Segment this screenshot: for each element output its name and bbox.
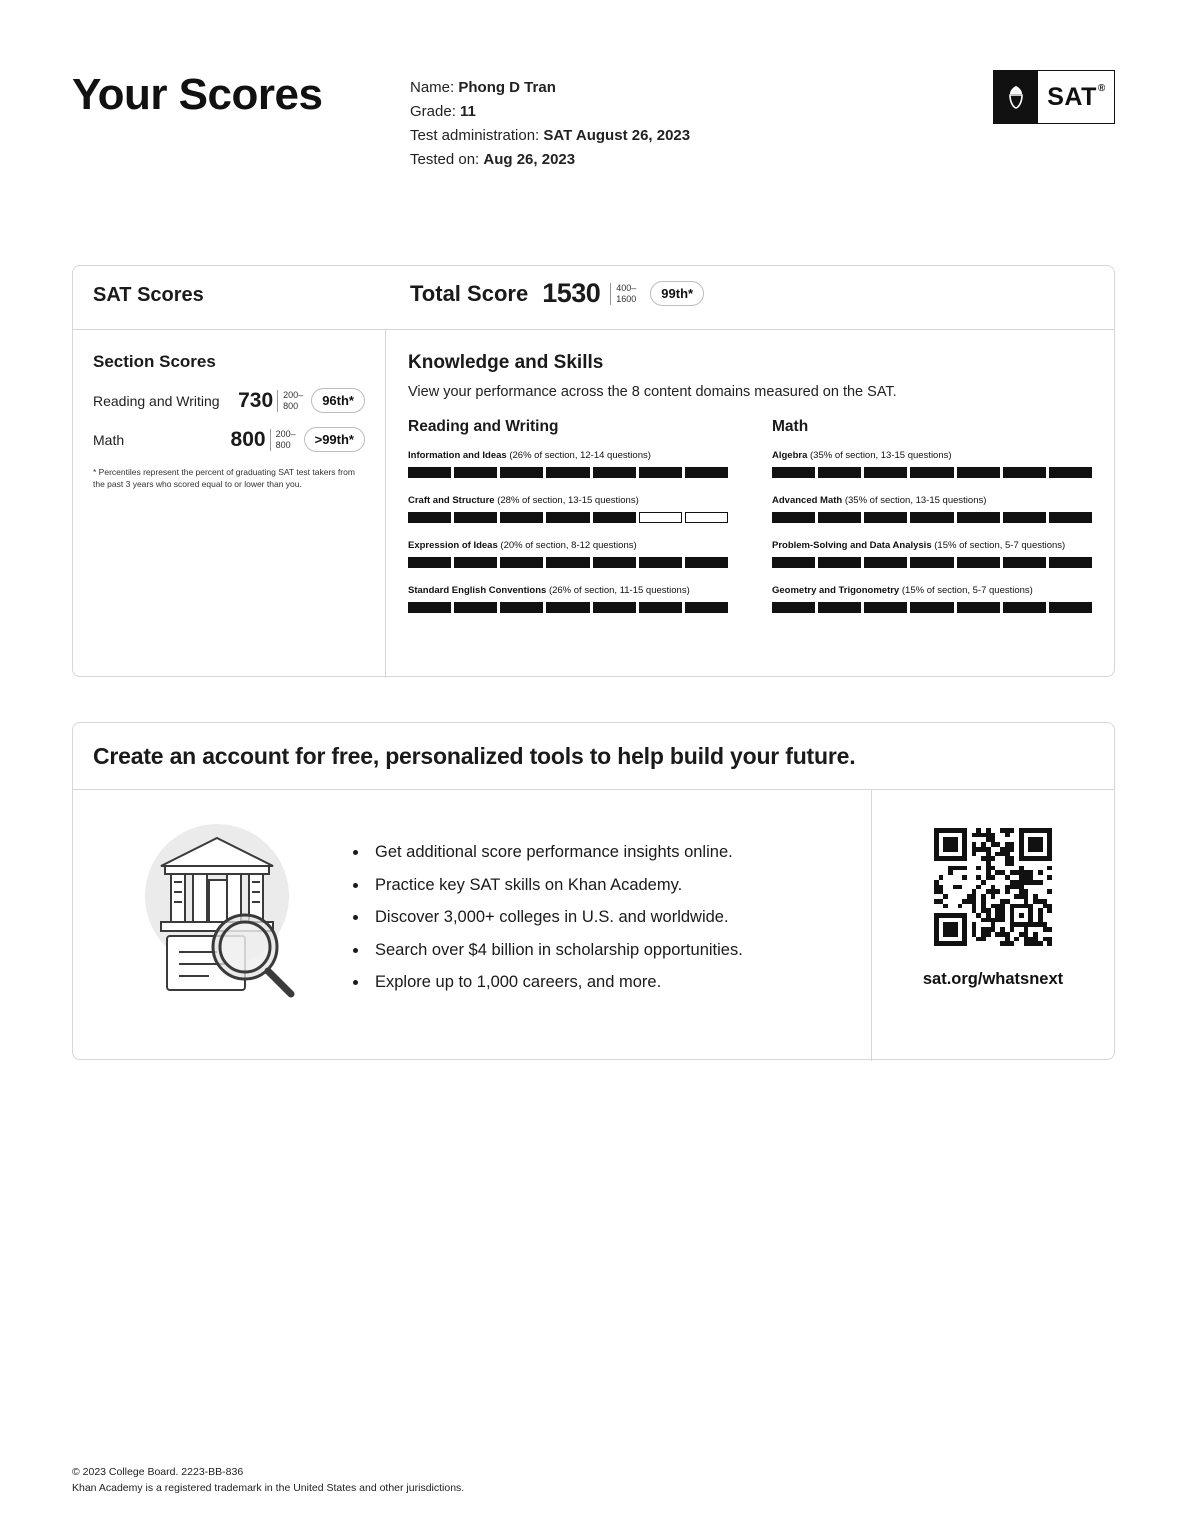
info-row-tested-on <box>410 148 690 172</box>
info-label-name: Name: <box>410 79 455 96</box>
info-value-administration: SAT August 26, 2023 <box>543 127 691 144</box>
domain-meta-problem-solving-and-data-analysis: (15% of section, 5-7 questions) <box>934 540 1066 551</box>
domain-meta-algebra: (35% of section, 13-15 questions) <box>810 450 952 461</box>
section-name-reading-writing: Reading and Writing <box>93 392 220 409</box>
domain-name-craft-and-structure: Craft and Structure <box>408 495 495 506</box>
domain-bar-craft-and-structure <box>408 512 728 523</box>
domain-bar-problem-solving-and-data-analysis <box>772 557 1092 568</box>
domain-columns <box>408 418 1092 630</box>
scores-card-header <box>73 266 1114 330</box>
section-percentile-reading-writing: 96th* <box>311 388 365 413</box>
info-row-name <box>410 76 690 100</box>
knowledge-and-skills-panel <box>386 330 1114 678</box>
domain-column-title-math: Math <box>772 418 809 435</box>
info-label-tested-on: Tested on: <box>410 151 480 168</box>
domain-bar-information-and-ideas <box>408 467 728 478</box>
section-percentile-math: >99th* <box>304 427 365 452</box>
copyright-line: © 2023 College Board. 2223-BB-836 <box>72 1466 244 1478</box>
domain-column-reading-writing <box>408 418 728 630</box>
section-value-reading-writing: 730 <box>238 388 274 412</box>
student-info <box>410 76 690 172</box>
list-item: • Search over $4 billion in scholarship opportunities. <box>369 934 743 967</box>
create-account-heading: Create an account for free, personalized tools to help build your future. <box>93 742 856 769</box>
domain-name-problem-solving-and-data-analysis: Problem-Solving and Data Analysis <box>772 540 932 551</box>
total-score-range: 400– 1600 <box>610 283 636 305</box>
domain-bar-advanced-math <box>772 512 1092 523</box>
section-name-math: Math <box>93 431 125 448</box>
qr-code[interactable] <box>934 828 1052 946</box>
domain-label-expression-of-ideas <box>408 540 728 551</box>
list-item: • Get additional score performance insights online. <box>369 836 743 869</box>
section-range-math: 200– 800 <box>270 429 296 451</box>
info-value-grade: 11 <box>460 103 476 120</box>
domain-name-advanced-math: Advanced Math <box>772 495 843 506</box>
qr-url-label: sat.org/whatsnext <box>922 970 1064 988</box>
domain-name-algebra: Algebra <box>772 450 808 461</box>
domain-meta-standard-english-conventions: (26% of section, 11-15 questions) <box>548 585 690 596</box>
acorn-icon <box>994 71 1038 123</box>
section-range-reading-writing: 200– 800 <box>277 390 303 412</box>
section-score-row-reading-writing <box>93 388 365 413</box>
list-item: • Explore up to 1,000 careers, and more. <box>369 966 743 999</box>
domain-advanced-math <box>772 495 1092 523</box>
domain-algebra <box>772 450 1092 478</box>
campus-search-illustration <box>121 814 321 1004</box>
create-account-body <box>73 790 1114 1061</box>
info-label-grade: Grade: <box>410 103 456 120</box>
list-item: • Discover 3,000+ colleges in U.S. and worldwide. <box>369 901 743 934</box>
sat-scores-label: SAT Scores <box>93 284 204 306</box>
domain-bar-algebra <box>772 467 1092 478</box>
info-row-grade <box>410 100 690 124</box>
domain-meta-information-and-ideas: (26% of section, 12-14 questions) <box>509 450 651 461</box>
sat-scores-card <box>72 265 1115 677</box>
knowledge-heading: Knowledge and Skills <box>408 352 604 373</box>
section-value-math: 800 <box>230 427 266 451</box>
total-score-group <box>410 278 704 309</box>
info-label-administration: Test administration: <box>410 127 540 144</box>
section-score-row-math <box>93 427 365 452</box>
domain-bar-expression-of-ideas <box>408 557 728 568</box>
domain-column-math <box>772 418 1092 630</box>
domain-meta-advanced-math: (35% of section, 13-15 questions) <box>844 495 987 506</box>
domain-craft-and-structure <box>408 495 728 523</box>
domain-label-standard-english-conventions <box>408 585 728 596</box>
list-item: • Practice key SAT skills on Khan Academy. <box>369 869 743 902</box>
section-scores-panel <box>73 330 386 678</box>
scores-card-body <box>73 330 1114 678</box>
create-account-left <box>73 790 871 1061</box>
domain-standard-english-conventions <box>408 585 728 613</box>
domain-name-standard-english-conventions: Standard English Conventions <box>408 585 547 596</box>
domain-bar-standard-english-conventions <box>408 602 728 613</box>
percentile-footnote: * Percentiles represent the percent of graduating SAT test takers from the past 3 years who scored equal to or lower than you. <box>93 467 355 489</box>
domain-information-and-ideas <box>408 450 728 478</box>
domain-name-geometry-and-trigonometry: Geometry and Trigonometry <box>772 585 900 596</box>
domain-column-title-reading-writing: Reading and Writing <box>408 418 559 435</box>
sat-trademark: ® <box>1097 82 1106 94</box>
create-account-card <box>72 722 1115 1060</box>
domain-meta-expression-of-ideas: (20% of section, 8-12 questions) <box>500 540 637 551</box>
total-score-value: 1530 <box>542 278 601 308</box>
report-header <box>72 62 1115 182</box>
knowledge-subtitle: View your performance across the 8 content domains measured on the SAT. <box>408 384 897 400</box>
sat-wordmark-text: SAT <box>1047 82 1097 111</box>
info-row-administration <box>410 124 690 148</box>
domain-bar-geometry-and-trigonometry <box>772 602 1092 613</box>
domain-expression-of-ideas <box>408 540 728 568</box>
domain-label-geometry-and-trigonometry <box>772 585 1092 596</box>
domain-label-information-and-ideas <box>408 450 728 461</box>
domain-name-expression-of-ideas: Expression of Ideas <box>408 540 498 551</box>
total-score-label: Total Score <box>410 280 529 306</box>
domain-label-craft-and-structure <box>408 495 728 506</box>
page-title: Your Scores <box>72 70 323 119</box>
domain-geometry-and-trigonometry <box>772 585 1092 613</box>
domain-name-information-and-ideas: Information and Ideas <box>408 450 507 461</box>
section-scores-heading: Section Scores <box>93 352 216 371</box>
total-score-percentile: 99th* <box>650 281 704 306</box>
sat-logo <box>993 70 1115 124</box>
create-account-header <box>73 723 1114 790</box>
benefits-list <box>347 836 743 999</box>
domain-meta-geometry-and-trigonometry: (15% of section, 5-7 questions) <box>901 585 1033 596</box>
trademark-line: Khan Academy is a registered trademark in the United States and other jurisdictions. <box>72 1482 465 1494</box>
qr-panel <box>871 790 1114 1061</box>
info-value-tested-on: Aug 26, 2023 <box>483 151 576 168</box>
domain-problem-solving-and-data-analysis <box>772 540 1092 568</box>
info-value-name: Phong D Tran <box>458 79 556 96</box>
page-footer <box>72 1464 464 1496</box>
domain-label-algebra <box>772 450 1092 461</box>
domain-label-problem-solving-and-data-analysis <box>772 540 1092 551</box>
domain-label-advanced-math <box>772 495 1092 506</box>
sat-wordmark <box>1038 71 1114 123</box>
domain-meta-craft-and-structure: (28% of section, 13-15 questions) <box>497 495 639 506</box>
